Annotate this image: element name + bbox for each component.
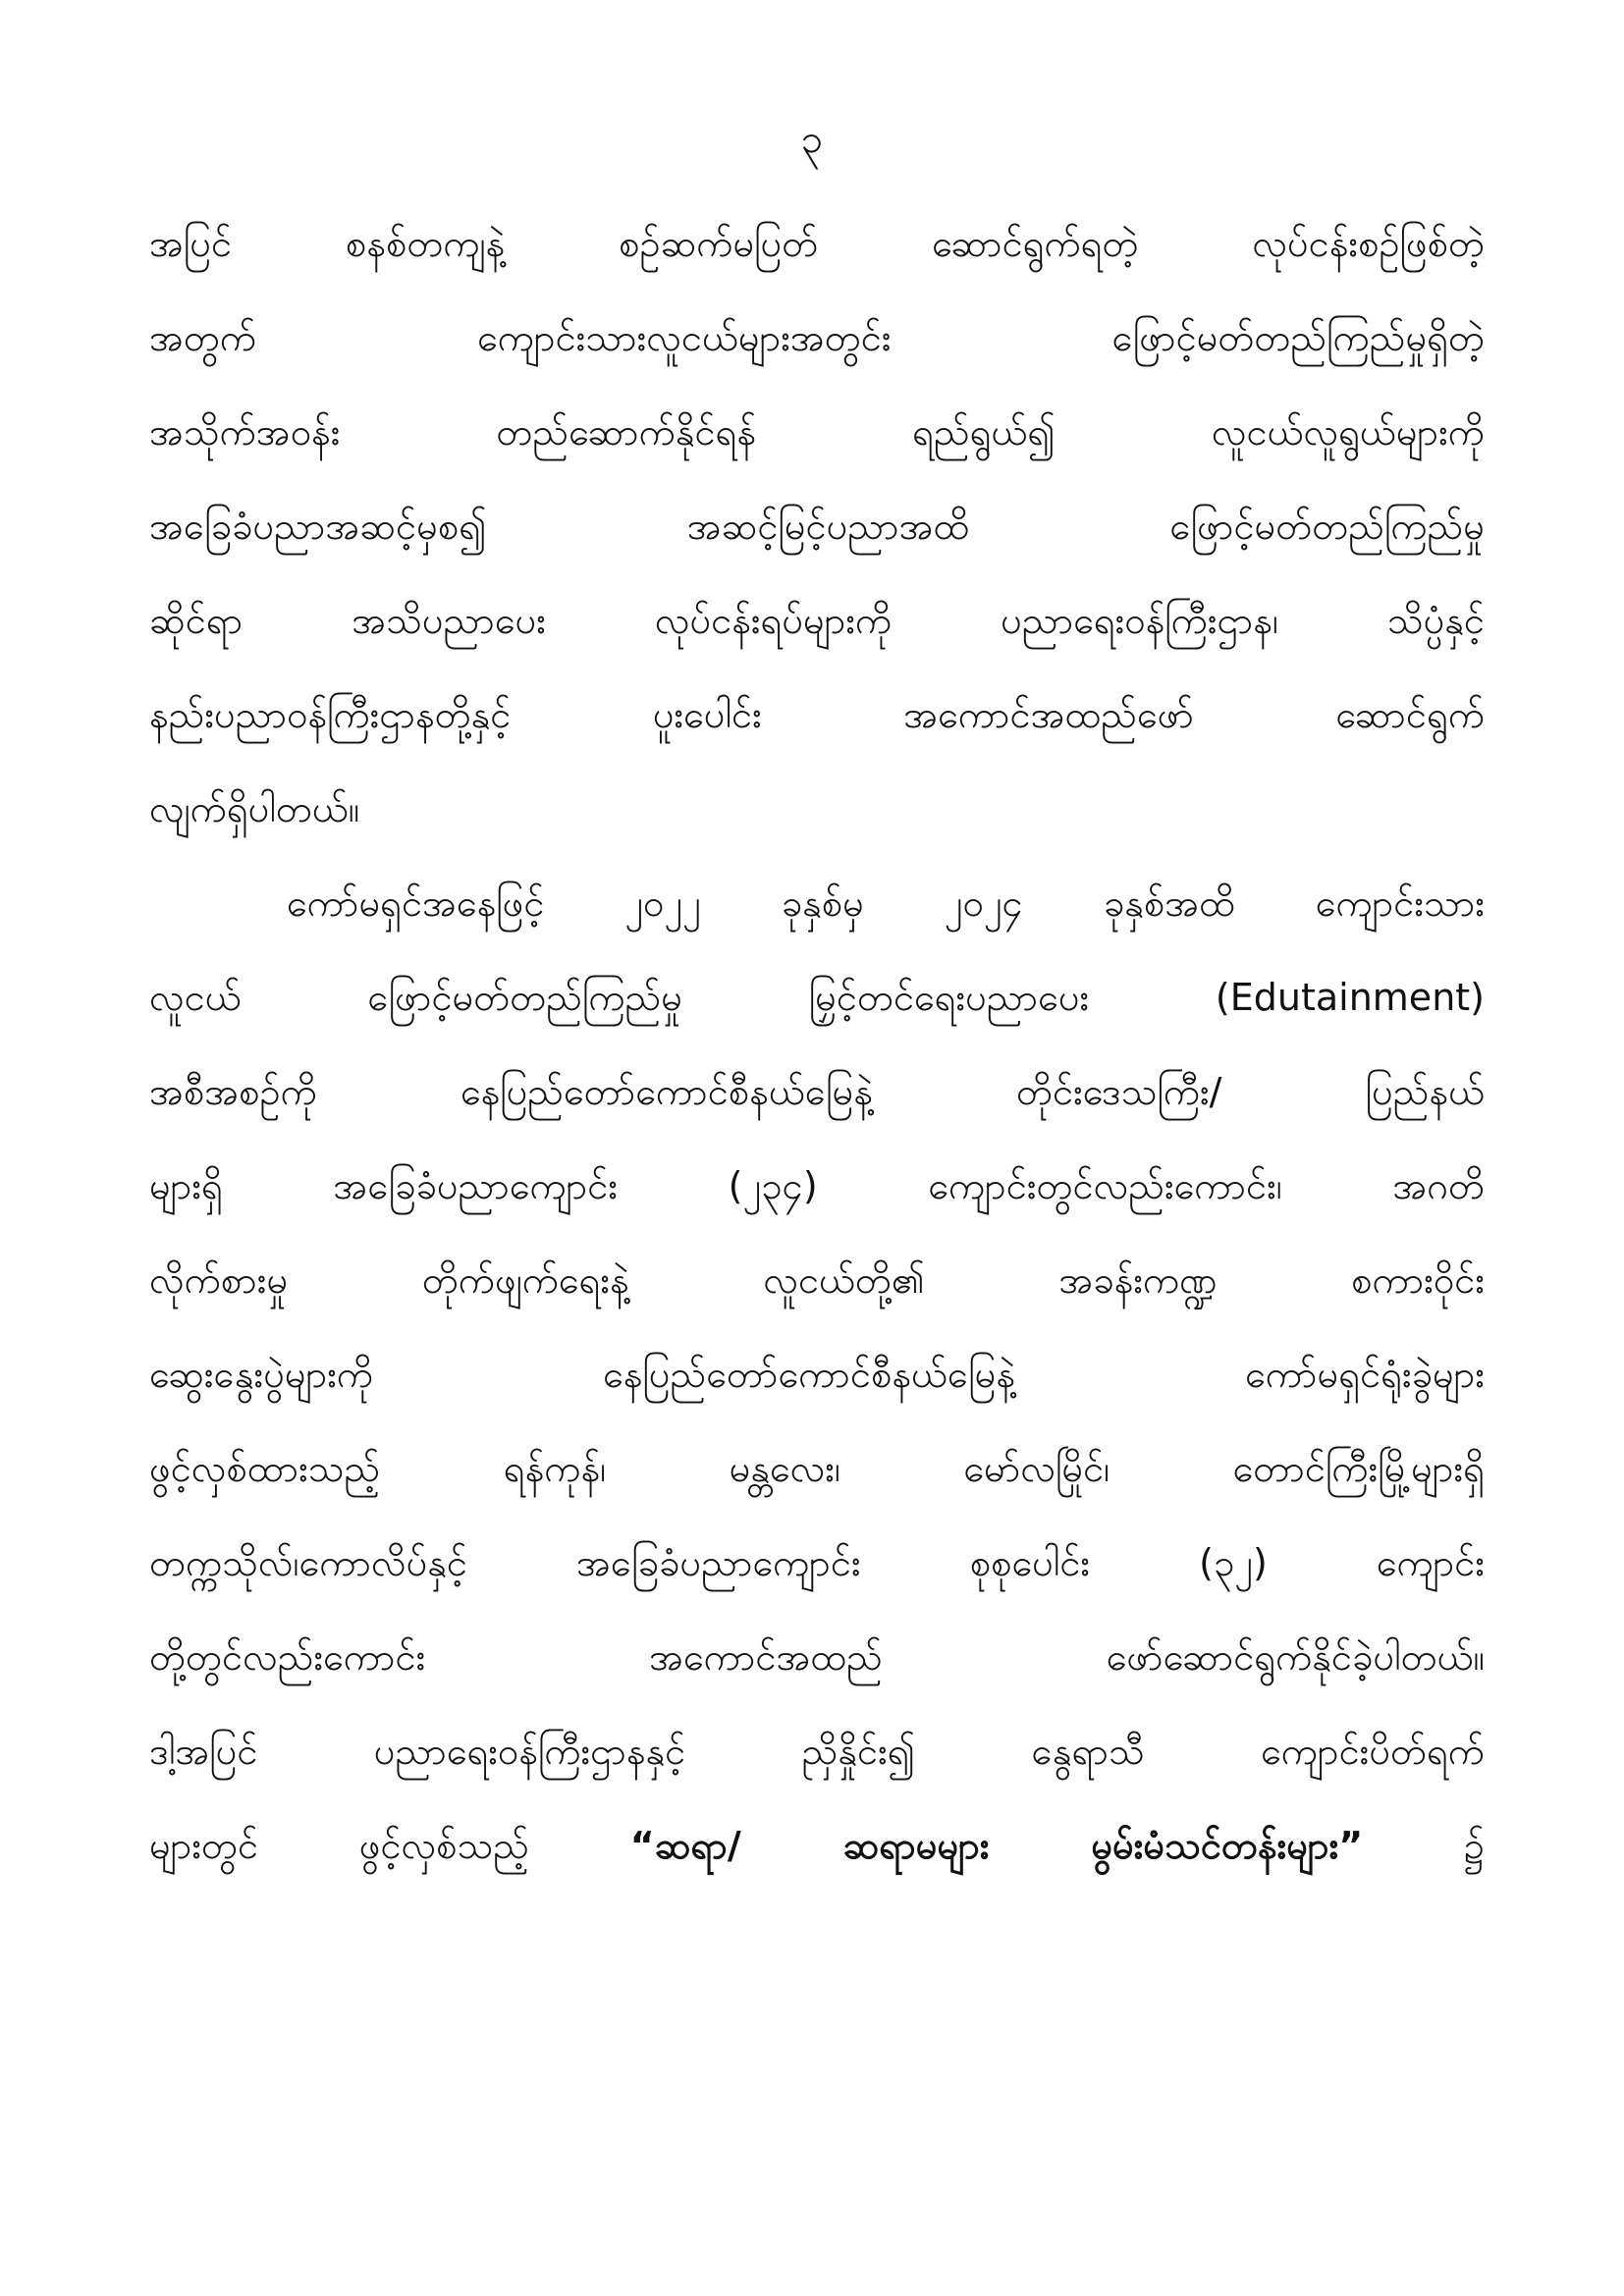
text-run: ၌: [1463, 1824, 1485, 1867]
text-line: လိုက်စားမှု တိုက်ဖျက်ရေးနဲ့ လူငယ်တို့၏ အခန်းကဏ္ဍ စကားဝိုင်း: [149, 1258, 1485, 1302]
text-line: များရှိ အခြေခံပညာကျောင်း (၂၃၄) ကျောင်းတွင်လည်းကောင်း၊ အဂတိ: [149, 1164, 1485, 1207]
text-line: ကော်မရှင်အနေဖြင့် ၂၀၂၂ ခုနှစ်မှ ၂၀၂၄ ခုနှစ်အထိ ကျောင်းသား: [287, 881, 1485, 925]
text-line: တက္ကသိုလ်၊ကောလိပ်နှင့် အခြေခံပညာကျောင်း စုစုပေါင်း (၃၂) ကျောင်း: [149, 1541, 1485, 1584]
text-line: ဖွင့်လှစ်ထားသည့် ရန်ကုန်၊ မန္တလေး၊ မော်လမြိုင်၊ တောင်ကြီးမြို့များရှိ: [149, 1447, 1485, 1490]
text-line: အတွက် ကျောင်းသားလူငယ်များအတွင်း ဖြောင့်မတ်တည်ကြည်မှုရှိတဲ့: [149, 316, 1485, 359]
text-line: အစီအစဉ်ကို နေပြည်တော်ကောင်စီနယ်မြေနဲ့ တိုင်းဒေသကြီး/ ပြည်နယ်: [149, 1070, 1485, 1113]
page-number: ၃: [800, 117, 824, 162]
emphasized-quote: “ဆရာ/ ဆရာမများ မွမ်းမံသင်တန်းများ”: [629, 1824, 1364, 1867]
paragraph-2: [149, 856, 1485, 1893]
text-line: အခြေခံပညာအဆင့်မှစ၍ အဆင့်မြင့်ပညာအထိ ဖြောင့်မတ်တည်ကြည်မှု: [149, 505, 1485, 548]
text-line: အသိုက်အဝန်း တည်ဆောက်နိုင်ရန် ရည်ရွယ်၍ လူငယ်လူရွယ်များကို: [149, 410, 1485, 454]
text-line: ဆွေးနွေးပွဲများကို နေပြည်တော်ကောင်စီနယ်မြေနဲ့ ကော်မရှင်ရုံးခွဲများ: [149, 1353, 1485, 1396]
text-line-with-emphasis: [149, 1798, 1485, 1893]
text-run: များတွင် ဖွင့်လှစ်သည့်: [149, 1824, 530, 1867]
paragraph-1: [149, 196, 1485, 856]
text-line: အပြင် စနစ်တကျနဲ့ စဉ်ဆက်မပြတ် ဆောင်ရွက်ရတဲ့ လုပ်ငန်းစဉ်ဖြစ်တဲ့: [149, 222, 1485, 265]
text-line: လူငယ် ဖြောင့်မတ်တည်ကြည်မှု မြှင့်တင်ရေးပညာပေး (Edutainment): [149, 976, 1485, 1019]
text-line: ဒါ့အပြင် ပညာရေးဝန်ကြီးဌာနနှင့် ညှိနှိုင်း၍ နွေရာသီ ကျောင်းပိတ်ရက်: [149, 1730, 1485, 1773]
text-line: တို့တွင်လည်းကောင်း အကောင်အထည် ဖော်ဆောင်ရွက်နိုင်ခဲ့ပါတယ်။: [149, 1635, 1485, 1679]
body-text: [149, 196, 1485, 1893]
text-line: လျက်ရှိပါတယ်။: [149, 787, 360, 830]
text-line: ဆိုင်ရာ အသိပညာပေး လုပ်ငန်းရပ်များကို ပညာရေးဝန်ကြီးဌာန၊ သိပ္ပံနှင့်: [149, 599, 1485, 642]
text-line: နည်းပညာဝန်ကြီးဌာနတို့နှင့် ပူးပေါင်း အကောင်အထည်ဖော် ဆောင်ရွက်: [149, 693, 1485, 736]
